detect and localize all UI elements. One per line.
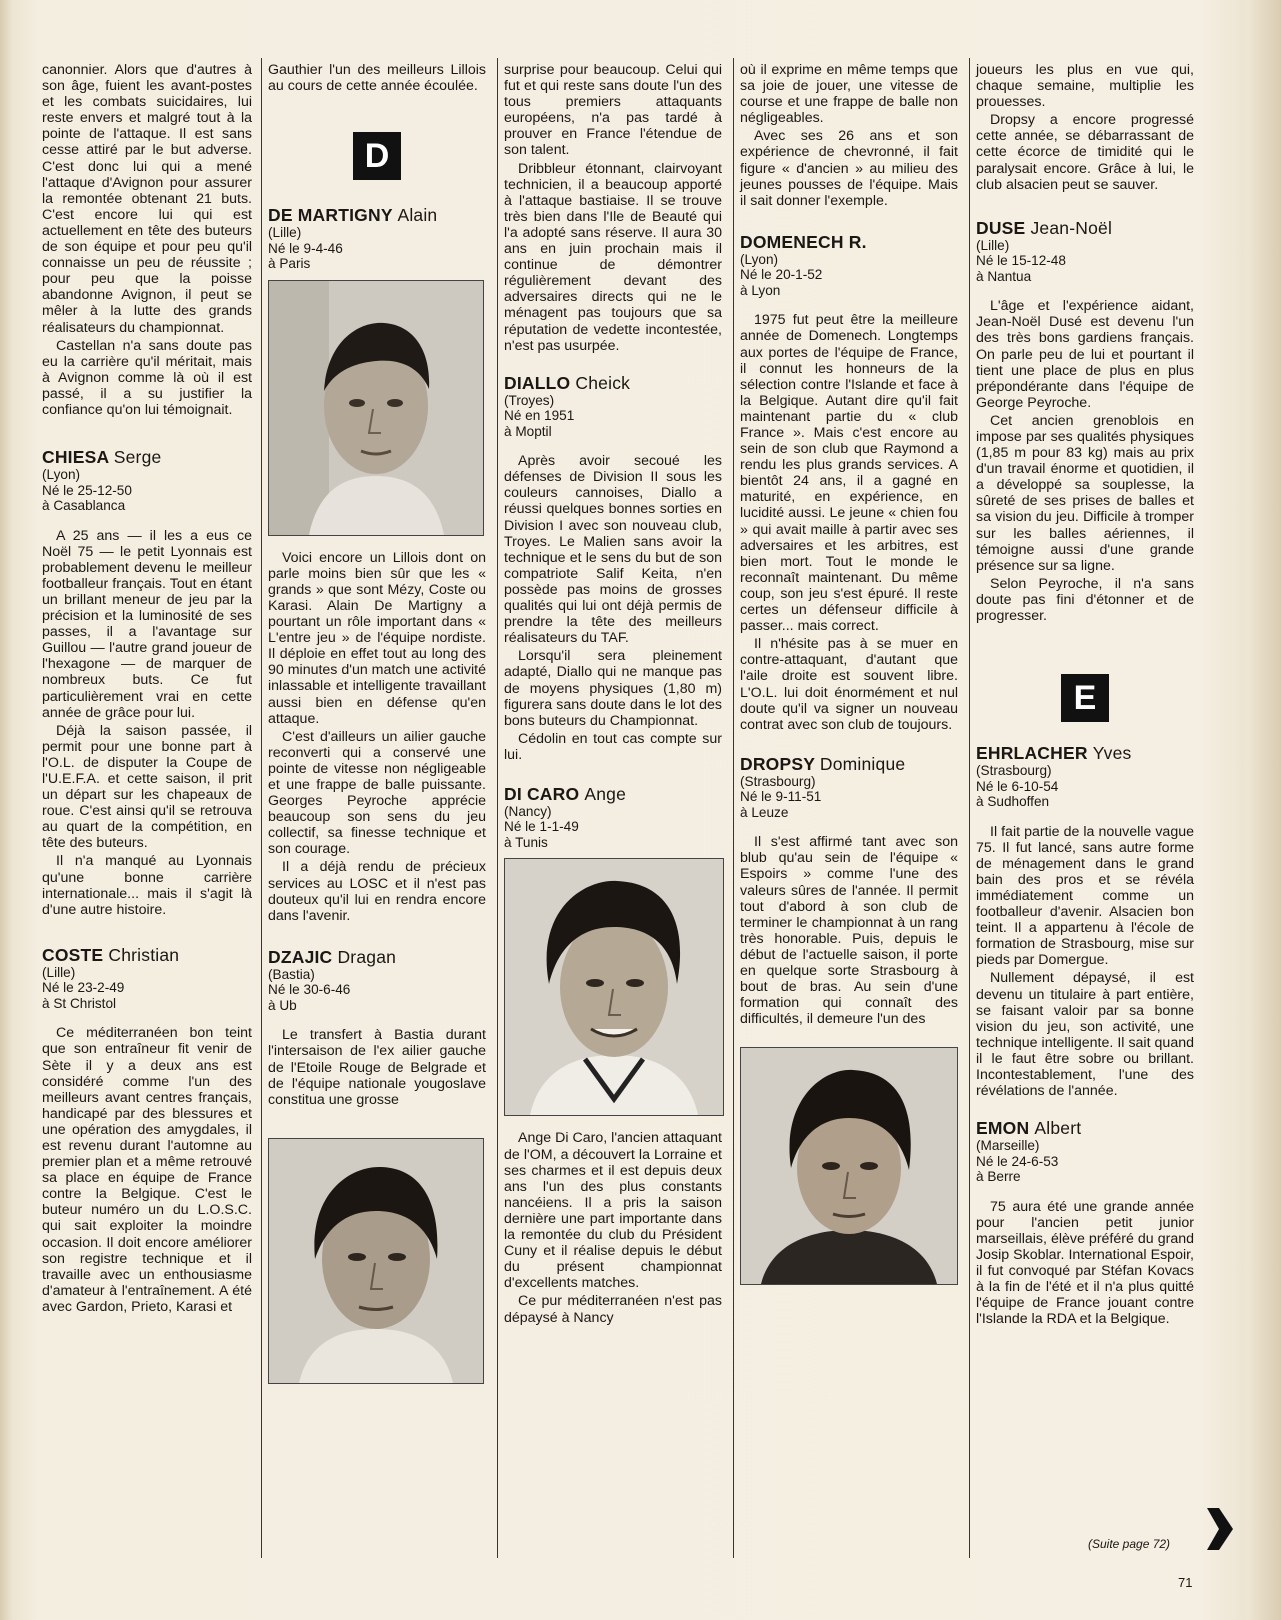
player-meta: (Lyon) Né le 20-1-52 à Lyon xyxy=(740,251,823,298)
paragraph: C'est d'ailleurs un ailier gauche reconverti qui a conservé une pointe de vitesse non négligeable et une frappe de balle puissante. Georges Peyroche apprécie beaucoup son sens du jeu collectif, sa finesse technique et son courage. xyxy=(268,728,486,858)
paragraph: Selon Peyroche, il n'a sans doute pas fini d'étonner et de progresser. xyxy=(976,575,1194,625)
paragraph: où il exprime en même temps que sa joie de jouer, une vitesse de course et une frappe de balle non négligeables. xyxy=(740,62,958,127)
player-name: DOMENECH R. xyxy=(740,231,867,252)
section-letter: E xyxy=(1061,674,1109,722)
paragraph: 1975 fut peut être la meilleure année de Domenech. Longtemps aux portes de l'équipe de France, il connut les honneurs de la sélection contre l'Islande et face à la Belgique. Autant dire qu'il fait maintenant partie du « club France ». Mais c'est encore au sein de son club que Raymond a rendu les plus grands services. A bientôt 24 ans, il a gagné en maturité, en expérience, en lucidité aussi. Le jeune « chien fou » qui avait maille à partir avec ses adversaires et les arbitres, est bien mort. Tout le monde le reconnaît maintenant. Du même coup, son jeu s'est épuré. Il reste certes un défenseur difficile à passer... mais correct. xyxy=(740,312,958,635)
paragraph: Lorsqu'il sera pleinement adapté, Diallo qui ne manque pas de moyens physiques (1,80 m) figurera sans doute dans le lot des bons buteurs du Championnat. xyxy=(504,648,722,729)
player-name: EMON Albert xyxy=(976,1118,1082,1139)
paragraph: Nullement dépaysé, il est devenu un titulaire à part entière, se faisant valoir par sa bonne vision du jeu, son activité, une technique intelligente. Il sait quand il le faut être sobre ou brillant. Incontestablement, l'une des révélations de l'année. xyxy=(976,970,1194,1100)
player-name: DE MARTIGNY Alain xyxy=(268,205,438,226)
paragraph: Il a déjà rendu de précieux services au LOSC et il n'est pas douteux qu'il lui en rendra encore dans l'avenir. xyxy=(268,859,486,924)
paragraph: Dribbleur étonnant, clairvoyant technicien, il a beaucoup apporté à l'attaque bastiaise. Il se trouve très bien dans l'Ile de Beauté qui l'a adopté sans réserve. Il aura 30 ans en juin prochain mais il continue de démontrer régulièrement devant des adversaires directs qui ne le ménagent pas toujours que sa réputation de vedette incontestée, n'est pas usurpée. xyxy=(504,160,722,354)
paragraph: Gauthier l'un des meilleurs Lillois au cours de cette année écoulée. xyxy=(268,62,486,95)
player-meta: (Nancy) Né le 1-1-49 à Tunis xyxy=(504,803,579,850)
player-meta: (Marseille) Né le 24-6-53 à Berre xyxy=(976,1138,1059,1185)
player-photo xyxy=(504,858,724,1116)
column-1 xyxy=(42,62,252,1317)
paragraph: Ce pur méditerranéen n'est pas dépaysé à Nancy xyxy=(504,1293,722,1326)
portrait-illustration xyxy=(505,859,723,1115)
page-left-edge xyxy=(0,0,14,1620)
player-meta: (Strasbourg) Né le 9-11-51 à Leuze xyxy=(740,773,822,820)
player-name: CHIESA Serge xyxy=(42,447,162,468)
column-3 xyxy=(504,62,722,1328)
paragraph: joueurs les plus en vue qui, chaque semaine, multiplie les prouesses. xyxy=(976,62,1194,111)
paragraph: Ange Di Caro, l'ancien attaquant de l'OM, a découvert la Lorraine et ses charmes et il est depuis deux ans l'un des plus constants nancéiens. Il a pris la saison dernière une part importante dans la remontée du club du Président Cuny et il réalise depuis le début du présent championnat d'excellents matches. xyxy=(504,1130,722,1292)
paragraph: 75 aura été une grande année pour l'ancien petit junior marseillais, élève préféré du grand Josip Skoblar. International Espoir, il fut convoqué par Stéfan Kovacs à la fin de l'été et il n'a plus quitté l'équipe de France jouant contre l'Islande la RDA et la Belgique. xyxy=(976,1198,1194,1328)
continuation-note: (Suite page 72) xyxy=(1088,1537,1171,1551)
portrait-illustration xyxy=(741,1048,957,1284)
player-name: EHRLACHER Yves xyxy=(976,743,1132,764)
paragraph: Déjà la saison passée, il permit pour une bonne part à l'O.L. de disputer la Coupe de l'U.E.F.A. et cette saison, il prit un départ sur les chapeaux de roue. C'est ainsi qu'il se retrouva au quart de la compétition, en tête des buteurs. xyxy=(42,722,252,852)
page-number: 71 xyxy=(1178,1575,1193,1590)
paragraph: Le transfert à Bastia durant l'intersaison de l'ex ailier gauche de l'Etoile Rouge de Belgrade et de l'équipe nationale yougoslave constitua une grosse xyxy=(268,1027,486,1108)
player-name: DROPSY Dominique xyxy=(740,753,906,774)
player-meta: (Lille) Né le 9-4-46 à Paris xyxy=(268,225,343,272)
paragraph: surprise pour beaucoup. Celui qui fut et qui reste sans doute l'un des tous premiers attaquants européens, n'a pas tardé à prouver en France l'étendue de son talent. xyxy=(504,62,722,159)
page-right-edge xyxy=(1245,0,1281,1620)
player-name: DIALLO Cheick xyxy=(504,372,631,393)
player-meta: (Lille) Né le 23-2-49 à St Christol xyxy=(42,964,125,1011)
paragraph: A 25 ans — il les a eus ce Noël 75 — le petit Lyonnais est probablement devenu le meilleur footballeur français. Tout en étant un brillant meneur de jeu par la précision et la luminosité de ses passes, il a l'avantage sur Guillou — l'autre grand joueur de l'hexagone — de marquer de nombreux buts. Ce fut particulièrement vrai en cette année de grâce pour lui. xyxy=(42,527,252,721)
continue-arrow-icon xyxy=(1207,1508,1233,1550)
paragraph: Voici encore un Lillois dont on parle moins bien sûr que les « grands » que sont Mézy, Coste ou Karasi. Alain De Martigny a pourtant un rôle important dans « L'entre jeu » de l'équipe nordiste. Il déploie en effet tout au long des 90 minutes d'un match une activité inlassable et intelligente travaillant aussi bien en défense qu'en attaque. xyxy=(268,549,487,727)
player-photo xyxy=(268,280,484,536)
paragraph: Il s'est affirmé tant avec son blub qu'au sein de l'équipe « Espoirs » comme l'une des valeurs sûres de l'année. Il permit tout d'abord à son club de terminer le championnat à un rang très honorable. Puis, depuis le début de l'actuelle saison, il porte en quelque sorte Strasbourg à bout de bras. Au sein d'une formation qui connaît des difficultés, il demeure l'un des xyxy=(740,834,958,1028)
column-rule xyxy=(261,58,262,1558)
player-meta: (Lyon) Né le 25-12-50 à Casablanca xyxy=(42,467,132,514)
paragraph: Avec ses 26 ans et son expérience de chevronné, il fait figure « d'ancien » au milieu des jeunes pousses de l'équipe. Mais il sait donner l'exemple. xyxy=(740,128,958,209)
paragraph: Il n'a manqué au Lyonnais qu'une bonne carrière internationale... mais il s'agit là d'une autre histoire. xyxy=(42,853,252,918)
paragraph: Après avoir secoué les défenses de Division II sous les couleurs cannoises, Diallo a réussi quelques bonnes sorties en Division I avec son nouveau club, Troyes. Le Malien sans avoir la technique et le sens du but de son compatriote Salif Keita, n'en possède pas moins de grosses qualités qui lui ont déjà permis de prendre la tête des meilleurs réalisateurs du TAF. xyxy=(504,453,722,647)
player-photo xyxy=(268,1138,484,1384)
paragraph: Cédolin en tout cas compte sur lui. xyxy=(504,730,722,763)
player-meta: (Bastia) Né le 30-6-46 à Ub xyxy=(268,966,351,1013)
player-meta: (Troyes) Né en 1951 à Moptil xyxy=(504,392,575,439)
section-letter: D xyxy=(353,132,401,180)
player-name: DI CARO Ange xyxy=(504,783,627,804)
paragraph: Cet ancien grenoblois en impose par ses qualités physiques (1,85 m pour 83 kg) mais au prix d'un travail énorme et quotidien, il a développé sa souplesse, la sûreté de ses prises de balles et sa vision du jeu. Difficile à tromper sur les balles aériennes, il témoigne aussi d'une grande présence sur sa ligne. xyxy=(976,412,1194,574)
player-meta: (Lille) Né le 15-12-48 à Nantua xyxy=(976,237,1066,284)
player-name: DUSE Jean-Noël xyxy=(976,217,1113,238)
column-rule xyxy=(497,58,498,1558)
player-name: DZAJIC Dragan xyxy=(268,946,397,967)
player-meta: (Strasbourg) Né le 6-10-54 à Sudhoffen xyxy=(976,763,1059,810)
portrait-illustration xyxy=(269,281,483,535)
column-4 xyxy=(740,62,958,1299)
paragraph: canonnier. Alors que d'autres à son âge, fuient les avant-postes et les combats suicidaires, lui reste envers et malgré tout à la pointe de l'attaque. Il est sans cesse attiré par le but adverse. C'est donc lui qui a mené l'attaque d'Avignon pour assurer la remontée obtenant 21 buts. C'est encore lui qui est actuellement en tête des buteurs de son équipe et pour peu qu'il connaisse un peu de réussite ; pour peu que la poisse abandonne Avignon, il peut se mêler à la lutte des grands réalisateurs du championnat. xyxy=(42,62,252,336)
paragraph: Dropsy a encore progressé cette année, se débarrassant de cette écorce de timidité qui le paralysait encore. Grâce à lui, le club alsacien peut se sauver. xyxy=(976,112,1194,193)
column-rule xyxy=(969,58,970,1558)
paragraph: Il n'hésite pas à se muer en contre-attaquant, d'autant que l'aile droite est souvent libre. L'O.L. lui doit énormément et nul doute qu'il va signer un nouveau contrat avec son club de toujours. xyxy=(740,636,958,733)
column-2 xyxy=(268,62,486,1398)
column-5 xyxy=(976,62,1194,1329)
player-photo xyxy=(740,1047,958,1285)
paragraph: L'âge et l'expérience aidant, Jean-Noël Dusé est devenu l'un des très bons gardiens français. On parle peu de lui et pourtant il tient une place de plus en plus prépondérante dans l'équipe de George Peyroche. xyxy=(976,298,1194,411)
paragraph: Il fait partie de la nouvelle vague 75. Il fut lancé, sans autre forme de ménagement dans le grand bain des pros et se révéla immédiatement comme un footballeur d'avenir. Alsacien bon teint. Il a appartenu à l'école de formation de Strasbourg, mise sur pieds par Domergue. xyxy=(976,823,1194,969)
paragraph: Castellan n'a sans doute pas eu la carrière qu'il méritait, mais à Avignon comme là où il est passé, il a su justifier la confiance qu'on lui témoignait. xyxy=(42,337,252,418)
column-rule xyxy=(733,58,734,1558)
paragraph: Ce méditerranéen bon teint que son entraîneur fit venir de Sète il y a deux ans est considéré comme l'un des meilleurs avant centres français, handicapé par des blessures et une opération des amygdales, il est revenu durant l'automne au premier plan et a même retrouvé sa place en équipe de France contre la Belgique. C'est le buteur numéro un du L.O.S.C. qui sait exploiter la moindre occasion. Il doit encore améliorer son registre technique et il travaille avec un enthousiasme d'amateur à l'entraînement. A été avec Gardon, Prieto, Karasi et xyxy=(42,1025,252,1315)
portrait-illustration xyxy=(269,1139,483,1383)
player-name: COSTE Christian xyxy=(42,944,180,965)
